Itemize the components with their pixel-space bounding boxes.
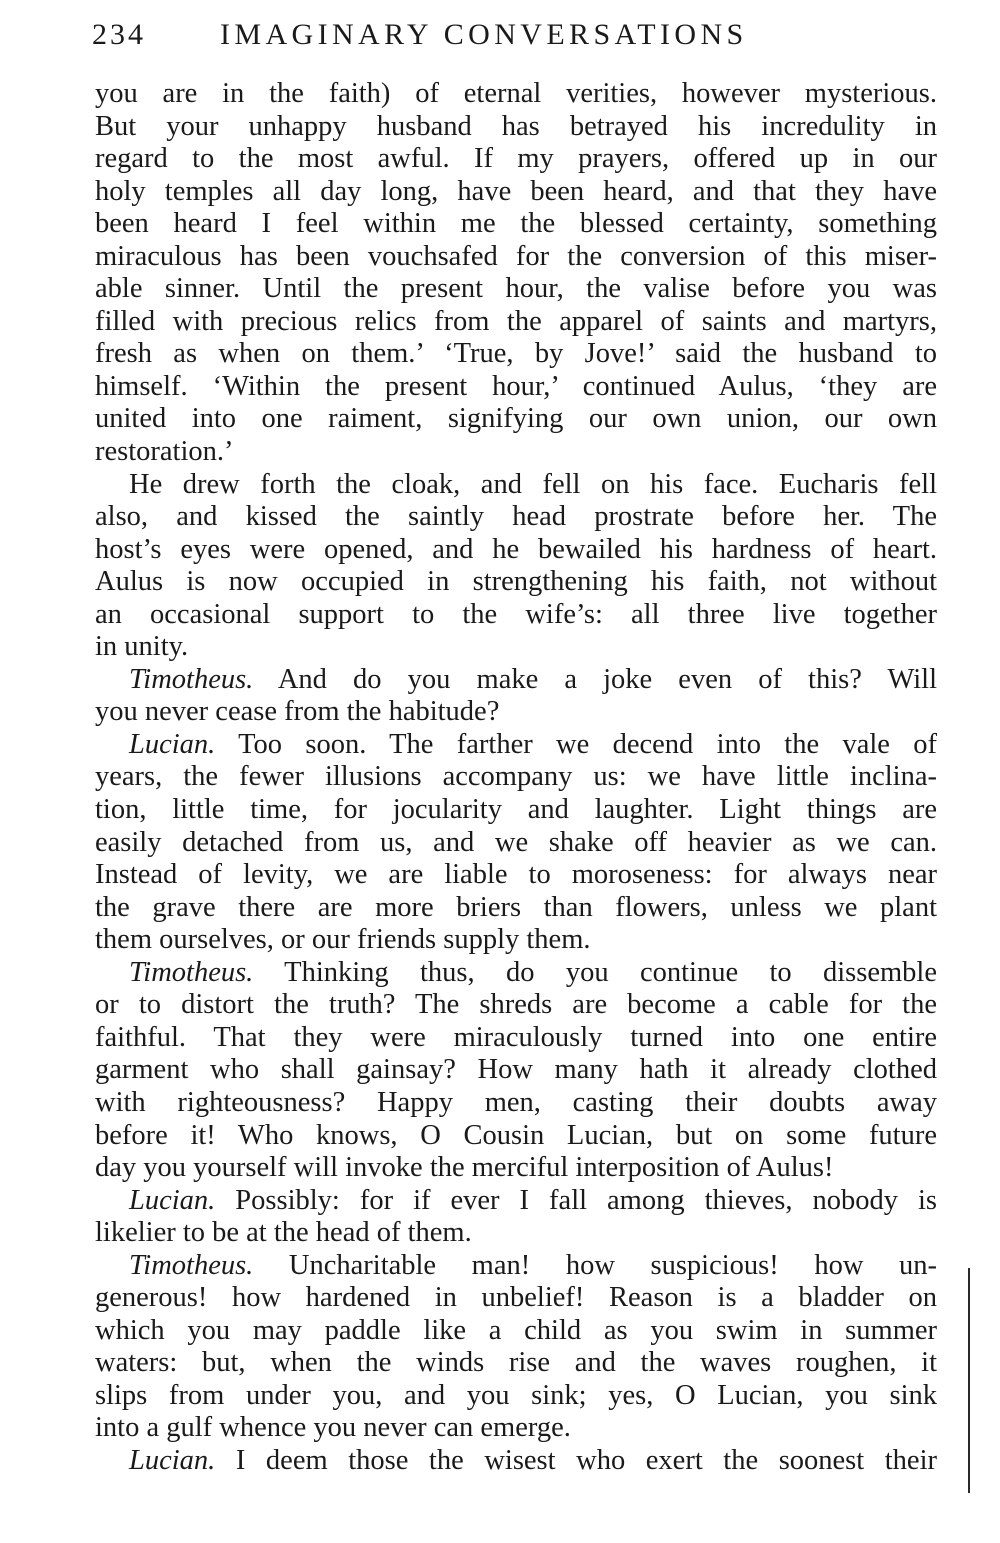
text-line: an occasional support to the wife’s: all three live together xyxy=(95,598,937,630)
text-line: into a gulf whence you never can emerge. xyxy=(95,1412,571,1444)
running-title: IMAGINARY CONVERSATIONS xyxy=(220,18,748,51)
text-line: host’s eyes were opened, and he bewailed his hardness of heart. xyxy=(95,533,937,565)
page-number: 234 xyxy=(92,18,146,51)
text-line: you are in the faith) of eternal verities, however mysterious. xyxy=(95,78,937,109)
text-line: waters: but, when the winds rise and the waves roughen, it xyxy=(95,1347,937,1379)
text-line: united into one raiment, signifying our own union, our own xyxy=(95,403,937,435)
text-line: generous! how hardened in unbelief! Reason is a bladder on xyxy=(95,1282,937,1314)
text-line: years, the fewer illusions accompany us: we have little inclina- xyxy=(95,761,937,793)
running-head xyxy=(92,18,952,62)
text-line: fresh as when on them.’ ‘True, by Jove!’ said the husband to xyxy=(95,338,937,370)
text-line: himself. ‘Within the present hour,’ continued Aulus, ‘they are xyxy=(95,370,937,402)
text-line: filled with precious relics from the apparel of saints and martyrs, xyxy=(95,305,937,337)
speaker-name: Timotheus. xyxy=(129,663,254,695)
speaker-name: Lucian. xyxy=(129,1184,216,1216)
text-line: also, and kissed the saintly head prostrate before her. The xyxy=(95,501,937,533)
text-line: Aulus is now occupied in strengthening his faith, not without xyxy=(95,566,937,598)
text-line: Timotheus. Uncharitable man! how suspicious! how un- xyxy=(129,1249,937,1281)
text-line: easily detached from us, and we shake off heavier as we can. xyxy=(95,826,937,858)
speaker-name: Lucian. xyxy=(129,728,216,760)
text-line: But your unhappy husband has betrayed his incredulity in xyxy=(95,110,937,142)
text-line: which you may paddle like a child as you swim in summer xyxy=(95,1314,937,1346)
text-line: in unity. xyxy=(95,631,189,663)
text-line: garment who shall gainsay? How many hath it already clothed xyxy=(95,1054,937,1086)
text-line: with righteousness? Happy men, casting their doubts away xyxy=(95,1086,937,1118)
text-line: likelier to be at the head of them. xyxy=(95,1217,472,1249)
text-line: He drew forth the cloak, and fell on his face. Eucharis fell xyxy=(129,468,937,500)
speaker-name: Timotheus. xyxy=(129,1249,254,1281)
text-line: Timotheus. Thinking thus, do you continue to dissemble xyxy=(129,956,937,988)
speaker-name: Lucian. xyxy=(129,1444,216,1476)
margin-rule xyxy=(968,1268,970,1493)
text-line: tion, little time, for jocularity and laughter. Light things are xyxy=(95,794,937,826)
text-line: restoration.’ xyxy=(95,436,234,468)
text-line: been heard I feel within me the blessed certainty, something xyxy=(95,208,937,240)
text-line: Timotheus. And do you make a joke even of this? Will xyxy=(129,663,937,695)
text-line: you never cease from the habitude? xyxy=(95,696,500,728)
text-line: slips from under you, and you sink; yes, O Lucian, you sink xyxy=(95,1379,937,1411)
text-line: before it! Who knows, O Cousin Lucian, but on some future xyxy=(95,1119,937,1151)
text-line: Instead of levity, we are liable to moroseness: for always near xyxy=(95,859,937,891)
text-line: the grave there are more briers than flowers, unless we plant xyxy=(95,891,937,923)
text-line: or to distort the truth? The shreds are become a cable for the xyxy=(95,989,937,1021)
body-text xyxy=(95,78,937,1478)
text-line: them ourselves, or our friends supply them. xyxy=(95,924,591,956)
text-line: day you yourself will invoke the merciful interposition of Aulus! xyxy=(95,1152,834,1184)
text-line: holy temples all day long, have been heard, and that they have xyxy=(95,175,937,207)
speaker-name: Timotheus. xyxy=(129,956,254,988)
text-line: able sinner. Until the present hour, the valise before you was xyxy=(95,273,937,305)
text-line: Lucian. Possibly: for if ever I fall among thieves, nobody is xyxy=(129,1184,937,1216)
text-line: Lucian. Too soon. The farther we decend into the vale of xyxy=(129,728,937,760)
text-line: faithful. That they were miraculously turned into one entire xyxy=(95,1021,937,1053)
text-line: miraculous has been vouchsafed for the conversion of this miser- xyxy=(95,240,937,272)
text-line: Lucian. I deem those the wisest who exert the soonest their xyxy=(129,1444,937,1476)
text-line: regard to the most awful. If my prayers, offered up in our xyxy=(95,143,937,175)
